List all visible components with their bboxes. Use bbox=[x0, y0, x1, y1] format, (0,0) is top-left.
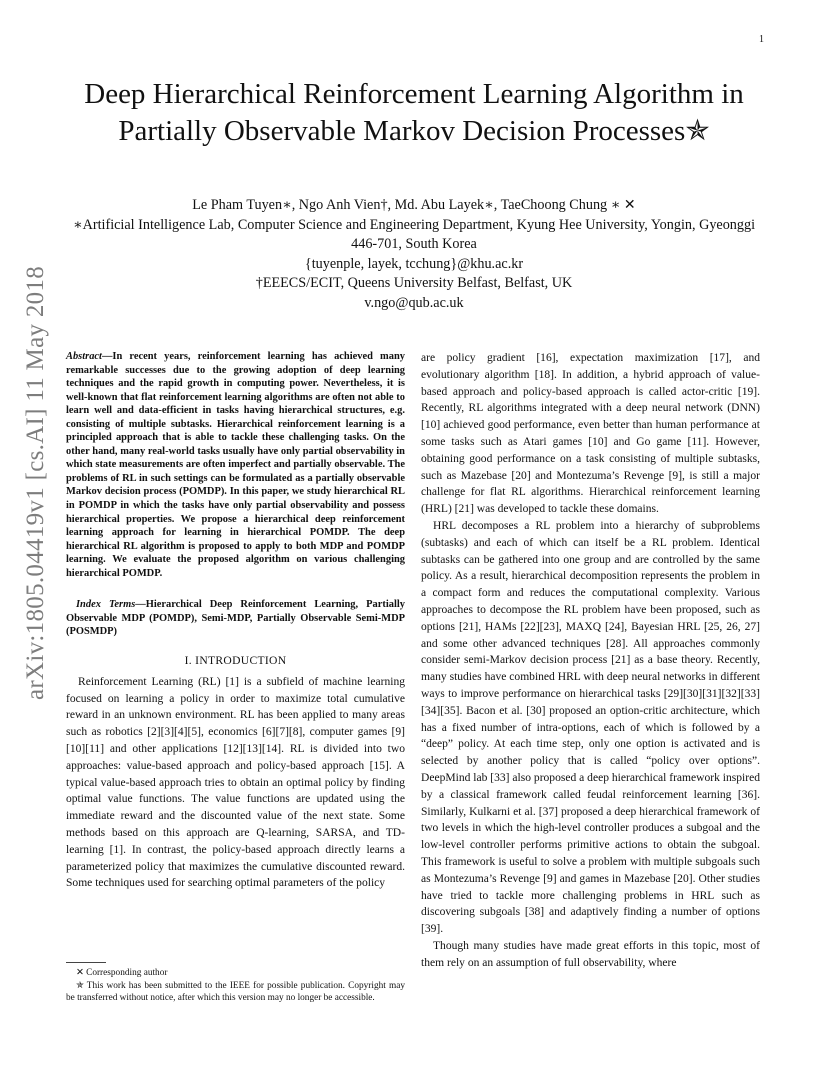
left-column bbox=[66, 350, 405, 892]
email-1: {tuyenple, layek, tcchung}@khu.ac.kr bbox=[304, 255, 524, 272]
paper-title: Deep Hierarchical Reinforcement Learning Algorithm in Partially Observable Markov Decision Processes✯ bbox=[84, 78, 744, 147]
footnote-rule bbox=[66, 962, 106, 963]
index-terms-label: Index Terms bbox=[76, 599, 136, 611]
intro-paragraph-1: Reinforcement Learning (RL) [1] is a subfield of machine learning focused on learning a policy in order to maximize total cumulative reward in an unknown environment. RL has been applied to many areas such as robotics [2][3][4][5], economics [6][7][8], computer games [9][10][11] and other applications [12][13][14]. RL is divided into two approaches: value-based approach and policy-based approach [15]. A typical value-based approach tries to obtain an optimal policy by finding optimal value functions. The value functions are updated using the immediate reward and the discounted value of the next state. Some methods based on this approach are Q-learning, SARSA, and TD-learning [1]. In contrast, the policy-based approach directly learns a parameterized policy that maximizes the cumulative discounted reward. Some techniques used for searching optimal parameters of the policy bbox=[66, 675, 405, 890]
author-block bbox=[60, 196, 768, 313]
abstract bbox=[66, 350, 405, 580]
intro-paragraph-3: HRL decomposes a RL problem into a hierarchy of subproblems (subtasks) and each of which can itself be a RL problem. Identical subtasks can be gathered into one group and are controlled by the same policy. As a result, hierarchical decomposition represents the problem in a compact form and reduces the computational complexity. Various approaches to decompose the RL problem have been proposed, such as options [21], HAMs [22][23], MAXQ [24], Bayesian HRL [25, 26, 27] and some other advanced techniques [28]. All approaches commonly consider semi-Markov decision process [21] as a base theory. Recently, many studies have combined HRL with deep neural networks in different ways to improve performance on hierarchical tasks [29][30][31][32][33][34][35]. Bacon et al. [30] proposed an option-critic architecture, which has a fixed number of intra-options, each of which is followed by a “deep” policy. At each time step, only one option is activated and is selected by another policy that is called “policy over options”. DeepMind lab [33] also proposed a deep hierarchical framework inspired by a classical framework called feudal reinforcement learning [36]. Similarly, Kulkarni et al. [37] proposed a deep hierarchical framework of two levels in which the high-level controller produces a subgoal and the low-level controller performs primitive actions to obtain the subgoal. This framework is useful to solve a problem with multiple subgoals such as Montezuma’s Revenge [9] and games in Mazebase [20]. Other studies have tried to tackle more challenging problems in HRL such as discovering subgoals [38] and adaptively finding a number of options [39]. bbox=[421, 519, 760, 936]
email-2: v.ngo@qub.ac.uk bbox=[364, 294, 464, 311]
right-column bbox=[421, 350, 760, 971]
footnotes bbox=[66, 962, 405, 1005]
author-names: Le Pham Tuyen∗, Ngo Anh Vien†, Md. Abu Layek∗, TaeChoong Chung ∗ ✕ bbox=[192, 197, 636, 213]
arxiv-identifier-stamp: arXiv:1805.04419v1 [cs.AI] 11 May 2018 bbox=[22, 265, 49, 700]
affiliation-1: ∗Artificial Intelligence Lab, Computer Science and Engineering Department, Kyung Hee University, Yongin, Gyeonggi 446-701, South Korea bbox=[72, 216, 756, 252]
index-terms-text: —Hierarchical Deep Reinforcement Learning, Partially Observable MDP (POMDP), Semi-MDP, Partially Observable Semi-MDP (POSMDP) bbox=[66, 599, 405, 638]
index-terms bbox=[66, 598, 405, 639]
intro-paragraph-2: are policy gradient [16], expectation maximization [17], and evolutionary algorithm [18]. In addition, a hybrid approach of value-based approach and policy-based approach is called actor-critic [19]. Recently, RL algorithms integrated with a deep neural network (DNN) [10] achieved good performance, even better than human performance at some tasks such as Atari games [10] and Go game [11]. However, obtaining good performance on a task consisting of multiple subtasks, such as Mazebase [20] and Montezuma’s Revenge [9], is still a major challenge for flat RL algorithms. Hierarchical reinforcement learning (HRL) [21] was developed to tackle these domains. bbox=[421, 352, 760, 516]
page-number: 1 bbox=[759, 34, 764, 45]
section-heading-introduction: I. INTRODUCTION bbox=[184, 653, 287, 667]
intro-paragraph-4: Though many studies have made great efforts in this topic, most of them rely on an assumption of full observability, where bbox=[421, 939, 760, 969]
footnote-corresponding-author: ✕ Corresponding author bbox=[76, 968, 168, 978]
abstract-text: —In recent years, reinforcement learning has achieved many remarkable successes due to the growing adoption of deep learning techniques and the rapid growth in computing power. Nevertheless, it is well-known that flat reinforcement learning algorithms are often not able to learn well and data-efficient in tasks having hierarchical structures, e.g. consisting of multiple subtasks. Hierarchical reinforcement learning is a principled approach that is able to tackle these challenging tasks. On the other hand, many real-world tasks usually have only partial observability in which state measurements are often imperfect and partially observable. The problems of RL in such settings can be formulated as a partially observable Markov decision process (POMDP). In this paper, we study hierarchical RL in POMDP in which the tasks have only partial observability and possess hierarchical properties. We propose a hierarchical deep reinforcement learning approach for learning in hierarchical POMDP. The deep hierarchical RL algorithm is proposed to apply to both MDP and POMDP learning. We evaluate the proposed algorithm on various challenging hierarchical POMDP. bbox=[66, 351, 405, 579]
footnote-submission-notice: ✯ This work has been submitted to the IEEE for possible publication. Copyright may be transferred without notice, after which this version may no longer be accessible. bbox=[66, 980, 405, 1003]
affiliation-2: †EEECS/ECIT, Queens University Belfast, Belfast, UK bbox=[255, 275, 573, 291]
abstract-label: Abstract bbox=[66, 351, 102, 362]
